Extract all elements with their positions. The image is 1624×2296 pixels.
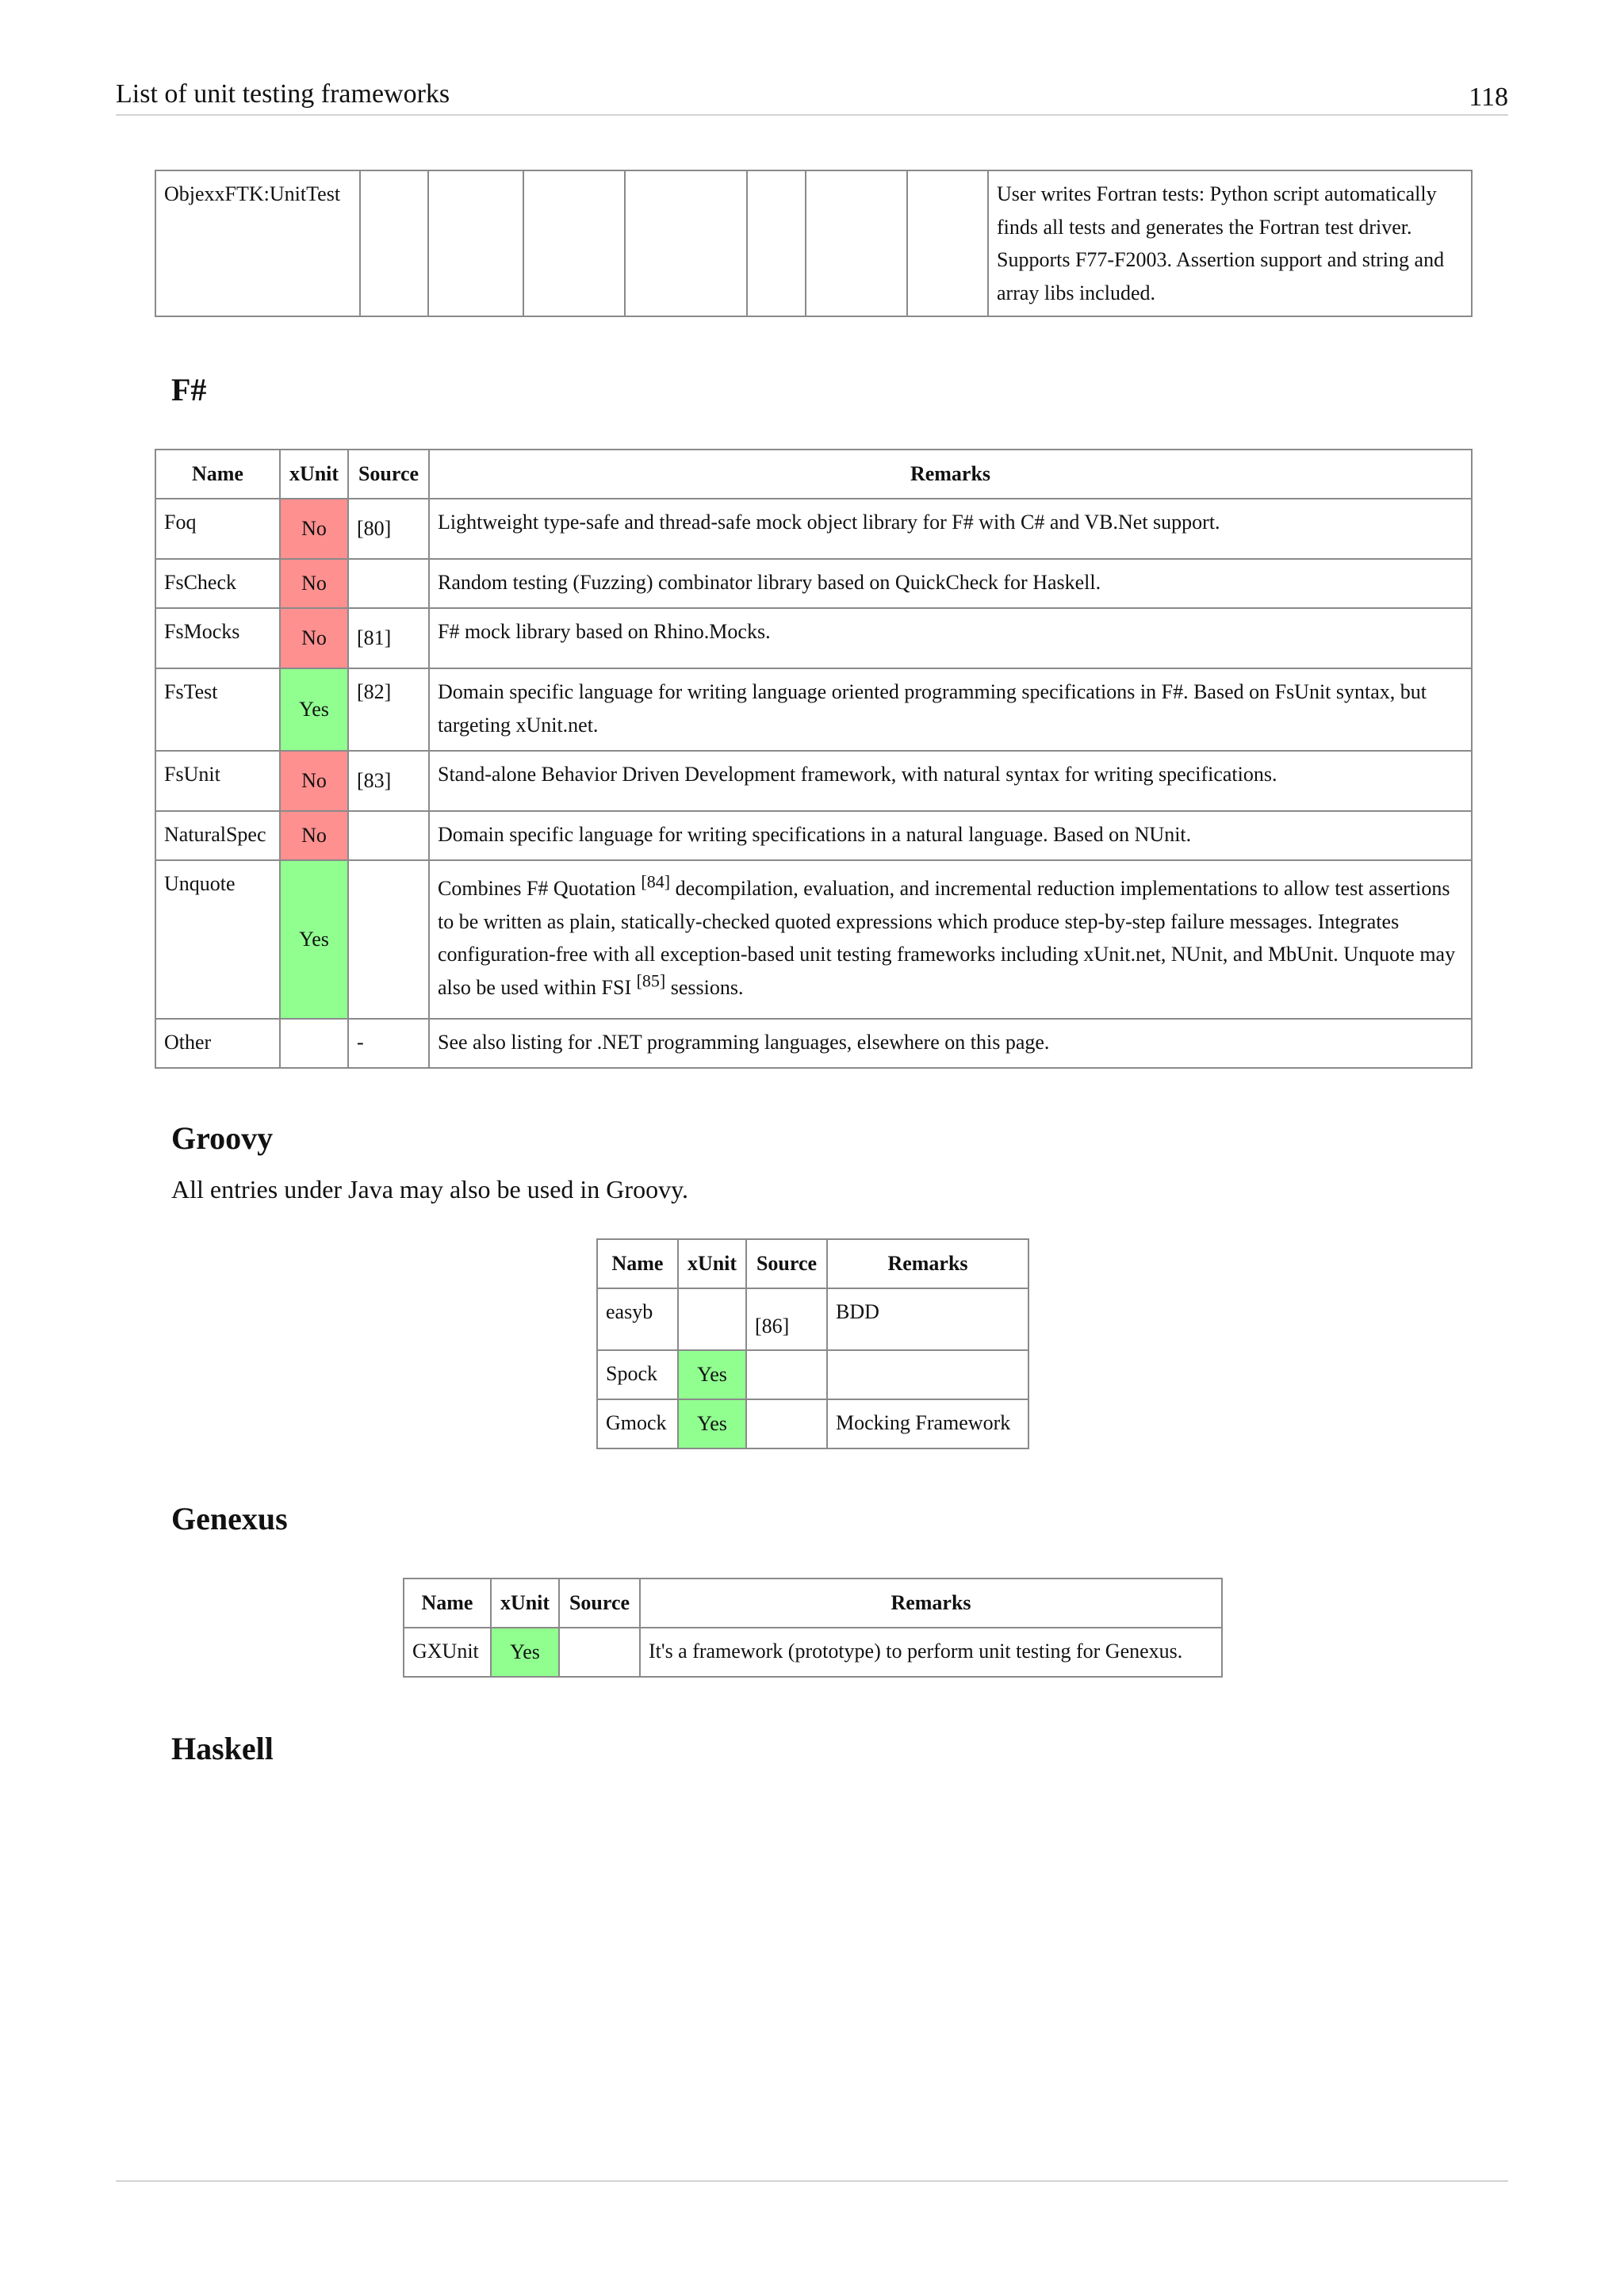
framework-remarks: User writes Fortran tests: Python script automatically finds all tests and generates the Fortran test driver. Supports F77-F2003. Assertion support and string and array libs included. <box>988 170 1472 316</box>
column-header: Name <box>404 1578 491 1628</box>
table-header-row <box>404 1578 1222 1628</box>
section-heading-genexus: Genexus <box>171 1501 288 1536</box>
table-row <box>155 751 1472 811</box>
page-number: 118 <box>1469 82 1508 112</box>
framework-remarks: Domain specific language for writing specifications in a natural language. Based on NUnit. <box>429 811 1472 860</box>
framework-remarks: Lightweight type-safe and thread-safe mock object library for F# with C# and VB.Net support. <box>429 499 1472 559</box>
section-heading-haskell: Haskell <box>171 1731 274 1766</box>
genexus-table <box>403 1578 1223 1678</box>
column-header: xUnit <box>280 450 348 499</box>
column-header: Remarks <box>640 1578 1222 1628</box>
table-row <box>404 1628 1222 1677</box>
remarks-text: decompilation, evaluation, and incremental reduction implementations to allow test assertions to be written as plain, statically-checked quoted expressions which produce step-by-step failure messages. Integrates configuration-free with all exception-based unit testing frameworks including xUnit.net, NUnit, and MbUnit. Unquote may also be used within FSI <box>438 877 1456 999</box>
fsharp-table <box>155 449 1473 1069</box>
page-header <box>116 76 1508 116</box>
framework-name: FsTest <box>155 668 280 751</box>
framework-name: GXUnit <box>404 1628 491 1677</box>
column-header: xUnit <box>491 1578 559 1628</box>
column-header: Source <box>746 1239 827 1288</box>
table-row <box>155 668 1472 751</box>
framework-remarks: It's a framework (prototype) to perform unit testing for Genexus. <box>640 1628 1222 1677</box>
framework-name: Other <box>155 1019 280 1068</box>
table-row <box>155 559 1472 608</box>
remarks-text: Combines F# Quotation <box>438 877 642 900</box>
framework-name: easyb <box>597 1288 678 1350</box>
source-ref: [82] <box>348 668 429 751</box>
xunit-badge: No <box>280 811 348 860</box>
framework-remarks: Mocking Framework <box>827 1399 1028 1448</box>
table-row <box>597 1288 1028 1350</box>
groovy-table <box>596 1238 1029 1449</box>
column-header: xUnit <box>678 1239 746 1288</box>
framework-remarks: See also listing for .NET programming languages, elsewhere on this page. <box>429 1019 1472 1068</box>
xunit-badge <box>280 1019 348 1068</box>
reference-link[interactable]: [84] <box>641 871 671 892</box>
table-header-row <box>597 1239 1028 1288</box>
xunit-badge: Yes <box>491 1628 559 1677</box>
xunit-badge: No <box>280 751 348 811</box>
xunit-badge: No <box>280 559 348 608</box>
section-heading-fsharp: F# <box>171 372 207 408</box>
xunit-badge: Yes <box>280 668 348 751</box>
xunit-badge: Yes <box>280 860 348 1019</box>
framework-remarks: Stand-alone Behavior Driven Development framework, with natural syntax for writing specifications. <box>429 751 1472 811</box>
column-header: Remarks <box>827 1239 1028 1288</box>
section-intro: All entries under Java may also be used in Groovy. <box>171 1175 688 1203</box>
framework-name: FsUnit <box>155 751 280 811</box>
xunit-badge: No <box>280 608 348 668</box>
fortran-table <box>155 170 1473 317</box>
source-ref: [86] <box>746 1288 827 1350</box>
source-ref: - <box>348 1019 429 1068</box>
column-header: Remarks <box>429 450 1472 499</box>
framework-name: NaturalSpec <box>155 811 280 860</box>
source-ref <box>348 559 429 608</box>
framework-remarks: F# mock library based on Rhino.Mocks. <box>429 608 1472 668</box>
framework-name: ObjexxFTK:UnitTest <box>155 170 360 316</box>
table-row <box>155 811 1472 860</box>
table-row <box>597 1399 1028 1448</box>
framework-remarks <box>429 860 1472 1019</box>
framework-name: Unquote <box>155 860 280 1019</box>
table-row <box>155 499 1472 559</box>
column-header: Name <box>155 450 280 499</box>
framework-name: Foq <box>155 499 280 559</box>
table-row <box>155 860 1472 1019</box>
framework-name: FsCheck <box>155 559 280 608</box>
xunit-badge <box>678 1288 746 1350</box>
table-header-row <box>155 450 1472 499</box>
source-ref: [80] <box>348 499 429 559</box>
framework-remarks: Random testing (Fuzzing) combinator library based on QuickCheck for Haskell. <box>429 559 1472 608</box>
framework-name: Gmock <box>597 1399 678 1448</box>
section-heading-groovy: Groovy <box>171 1120 274 1156</box>
framework-remarks: Domain specific language for writing language oriented programming specifications in F#. Based on FsUnit syntax, but targeting xUnit.net. <box>429 668 1472 751</box>
source-ref: [81] <box>348 608 429 668</box>
source-ref <box>348 860 429 1019</box>
xunit-badge: No <box>280 499 348 559</box>
page-header-title: List of unit testing frameworks <box>116 79 450 109</box>
framework-remarks: BDD <box>827 1288 1028 1350</box>
framework-remarks <box>827 1350 1028 1399</box>
reference-link[interactable]: [85] <box>636 970 666 991</box>
table-row <box>155 170 1472 316</box>
xunit-badge: Yes <box>678 1350 746 1399</box>
source-ref <box>559 1628 640 1677</box>
source-ref <box>746 1399 827 1448</box>
table-row <box>155 1019 1472 1068</box>
framework-name: FsMocks <box>155 608 280 668</box>
remarks-text: sessions. <box>665 975 744 999</box>
framework-name: Spock <box>597 1350 678 1399</box>
source-ref: [83] <box>348 751 429 811</box>
footer-divider <box>116 2180 1508 2182</box>
table-row <box>597 1350 1028 1399</box>
xunit-badge: Yes <box>678 1399 746 1448</box>
column-header: Name <box>597 1239 678 1288</box>
column-header: Source <box>559 1578 640 1628</box>
source-ref <box>348 811 429 860</box>
column-header: Source <box>348 450 429 499</box>
source-ref <box>746 1350 827 1399</box>
table-row <box>155 608 1472 668</box>
